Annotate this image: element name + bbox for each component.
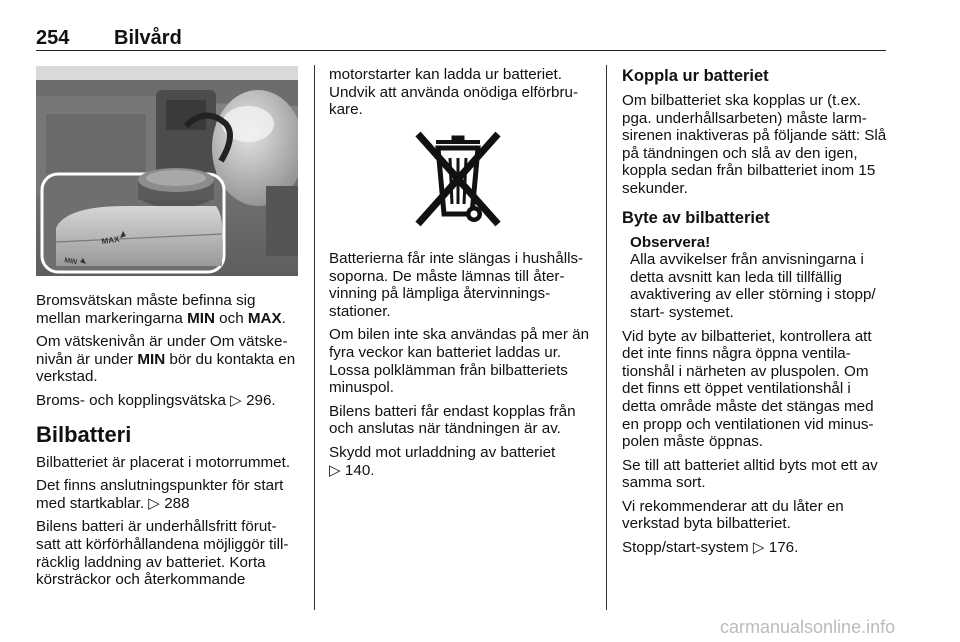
page-reference: 288 [164, 494, 190, 512]
paragraph [36, 392, 300, 410]
text: Bromsvätskan måste befinna sig mellan markeringarna [36, 292, 256, 327]
text: och [214, 309, 248, 327]
paragraph [36, 477, 300, 512]
paragraph: Om bilen inte ska användas på mer än fyra veckor kan batteriet laddas ur. Lossa polklämman från bilbatteriets minuspol. [329, 326, 590, 397]
paragraph: Bilbatteriet är placerat i motorrummet. [36, 453, 291, 471]
section-heading: Bilbatteri [36, 421, 132, 447]
page-number: 254 [36, 27, 70, 49]
column-2-lower [329, 250, 595, 485]
text: Om vätskenivån är under Om vätske-nivån är under [36, 333, 288, 368]
paragraph [36, 333, 300, 386]
triangle-ref-icon: ▷ [230, 391, 242, 409]
paragraph: Batterierna får inte slängas i hushålls-soporna. De måste lämnas till åter-vinning på lämpliga återvinnings-stationer. [329, 250, 584, 320]
column-divider [606, 65, 607, 610]
page-reference: 296. [246, 391, 276, 409]
column-1 [36, 292, 300, 589]
paragraph: Se till att batteriet alltid byts mot ett av samma sort. [622, 456, 878, 492]
brake-fluid-reservoir-image [36, 66, 298, 276]
text: Det finns anslutningspunkter för start med startkablar. [36, 477, 284, 512]
crossed-bin-icon [408, 128, 508, 228]
paragraph: Bilens batteri är underhållsfritt förut-satt att körförhållandena möjliggör till-räcklig laddning av batteriet. Korta körsträckor och återkommande [36, 518, 289, 589]
section-heading: Byte av bilbatteriet [622, 208, 770, 227]
column-divider [314, 65, 315, 610]
paragraph: Bilens batteri får endast kopplas från och anslutas när tändningen är av. [329, 402, 576, 438]
text: . [281, 309, 286, 327]
max-label: MAX [247, 309, 282, 327]
note-box [630, 234, 888, 322]
min-mark-label: MIN [63, 257, 78, 267]
paragraph: Om bilbatteriet ska kopplas ur (t.ex. pga. underhållsarbeten) måste larm-sirenen inaktiveras på följande sätt: Slå på tändningen och slå av den igen, koppla sedan från bilbatteriet inom 15 sekunder. [622, 92, 887, 197]
note-title: Observera! [630, 233, 711, 251]
triangle-ref-icon: ▷ [752, 539, 765, 557]
header-rule [36, 50, 886, 51]
watermark: carmanualsonline.info [720, 617, 896, 637]
text: Stopp/start-system [622, 539, 753, 557]
triangle-ref-icon: ▷ [148, 494, 160, 512]
min-label: MIN [137, 350, 166, 368]
triangle-ref-icon: ▷ [329, 461, 341, 479]
page-reference: 176. [768, 539, 799, 557]
max-mark-label: MAX [101, 234, 120, 246]
note-body: Alla avvikelser från anvisningarna i detta avsnitt kan leda till tillfällig avaktivering av eller störning i stopp/ start- systemet. [630, 251, 876, 321]
paragraph [622, 539, 888, 557]
column-3 [622, 66, 888, 563]
min-label: MIN [187, 309, 215, 327]
column-2 [329, 66, 595, 125]
paragraph [329, 444, 595, 479]
section-heading: Koppla ur batteriet [622, 67, 769, 85]
text: bör du kontakta en verkstad. [36, 350, 296, 386]
paragraph: Vid byte av bilbatteriet, kontrollera att det inte finns några öppna ventila-tionshål i närheten av pluspolen. Om det finns ett öppet ventilationshål i detta område måste det stängas med en propp och ventilationen vid minus-polen måste öppnas. [622, 327, 874, 451]
section-title: Bilvård [114, 27, 182, 49]
paragraph [36, 292, 300, 327]
paragraph: Vi rekommenderar att du låter en verkstad byta bilbatteriet. [622, 497, 844, 533]
paragraph: motorstarter kan ladda ur batteriet. Undvik att använda onödiga elförbru-kare. [329, 66, 579, 119]
page-reference: 140. [344, 461, 375, 479]
text: Broms- och kopplingsvätska [36, 391, 231, 409]
text: Skydd mot urladdning av batteriet [329, 443, 556, 461]
